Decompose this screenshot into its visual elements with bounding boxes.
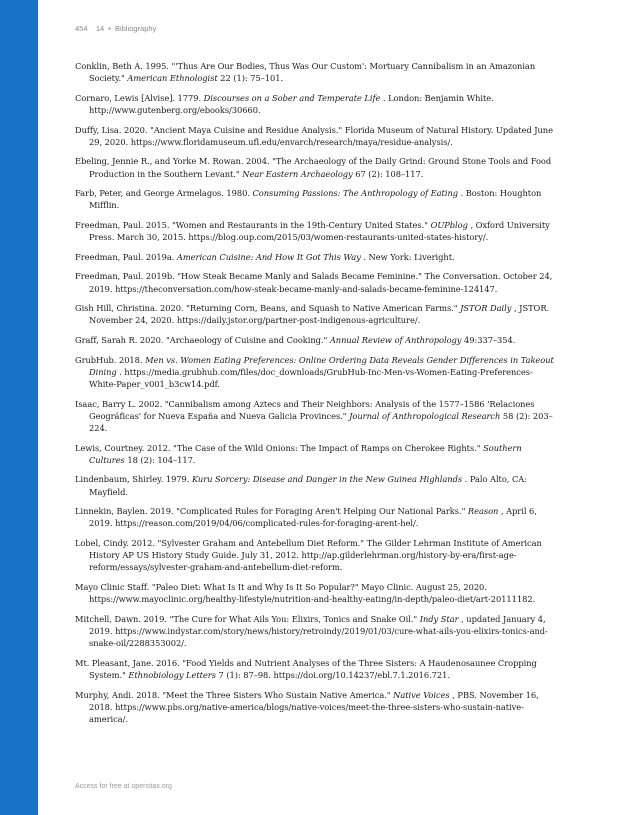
reference-details: 18 (2): 104–117.	[124, 454, 196, 465]
reference-title: Indy Star	[419, 613, 459, 624]
reference-entry	[75, 270, 555, 294]
reference-text: Linnekin, Baylen. 2019. "Complicated Rules for Foraging Aren't Helping Our National Parks."	[75, 506, 468, 517]
reference-details: , PBS. November 16, 2018. https://www.pbs.org/native-america/blogs/native-voices/meet-the-three-sisters-who-sustain-native-america/.	[89, 689, 539, 724]
reference-text: Murphy, Andi. 2018. "Meet the Three Sisters Who Sustain Native America."	[75, 689, 394, 700]
reference-entry	[75, 251, 555, 263]
reference-title: Near Eastern Archaeology	[242, 168, 353, 179]
reference-text: Freedman, Paul. 2019b. "How Steak Became Manly and Salads Became Feminine." The Conversation. October 24, 2019. https://theconversation.com/how-steak-became-manly-and-salads-became-feminine-124147.	[75, 271, 553, 294]
reference-text: Mt. Pleasant, Jane. 2016. "Food Yields and Nutrient Analyses of the Three Sisters: A Haudenosaunee Cropping System."	[75, 657, 537, 680]
reference-text: Gish Hill, Christina. 2020. "Returning Corn, Beans, and Squash to Native American Farms."	[75, 303, 461, 314]
chapter-number: 14	[95, 24, 105, 33]
reference-details: , updated January 4, 2019. https://www.indystar.com/story/news/history/retroindy/2019/01/03/cure-what-ails-you-elixirs-tonics-and-snake-oil/2288353002/.	[89, 613, 548, 649]
reference-entry	[75, 187, 555, 211]
reference-entry	[75, 92, 555, 116]
reference-title: American Ethnologist	[127, 73, 218, 84]
reference-text: Conklin, Beth A. 1995. "'Thus Are Our Bodies, Thus Was Our Custom': Mortuary Cannibalism in an Amazonian Society."	[75, 61, 536, 84]
reference-title: Ethnobiology Letters	[128, 669, 216, 680]
reference-text: GrubHub. 2018.	[75, 354, 146, 365]
reference-details: . New York: Liveright.	[360, 251, 455, 262]
reference-entry	[75, 505, 555, 529]
reference-entry	[75, 219, 555, 243]
reference-text: Lindenbaum, Shirley. 1979.	[75, 474, 192, 485]
reference-entry	[75, 334, 555, 346]
reference-details: , JSTOR. November 24, 2020. https://daily.jstor.org/partner-post-indigenous-agriculture/.	[89, 303, 550, 326]
reference-details: 7 (1): 87–98. https://doi.org/10.14237/ebl.7.1.2016.721.	[215, 669, 450, 680]
side-accent-bar	[0, 0, 38, 815]
reference-title: Consuming Passions: The Anthropology of Eating	[252, 188, 458, 199]
reference-details: . https://media.grubhub.com/files/doc_downloads/GrubHub-Inc-Men-vs-Women-Eating-Preferences-White-Paper_v001_b3cw14.pdf.	[89, 366, 533, 389]
reference-entry	[75, 537, 555, 574]
reference-text: Ebeling, Jennie R., and Yorke M. Rowan. 2004. "The Archaeology of the Daily Grind: Ground Stone Tools and Food Production in the Southern Levant."	[75, 156, 552, 179]
reference-text: Graff, Sarah R. 2020. "Archaeology of Cuisine and Cooking."	[75, 334, 330, 345]
page-number: 454	[75, 24, 88, 33]
reference-details: 49:337–354.	[461, 334, 516, 345]
reference-text: Farb, Peter, and George Armelagos. 1980.	[75, 188, 253, 199]
reference-entry	[75, 442, 555, 466]
reference-details: 22 (1): 75–101.	[217, 73, 284, 84]
reference-text: Mitchell, Dawn. 2019. "The Cure for What Ails You: Elixirs, Tonics and Snake Oil."	[75, 613, 420, 624]
reference-title: Reason	[467, 506, 499, 517]
reference-entry	[75, 60, 555, 84]
reference-entry	[75, 613, 555, 650]
reference-entry	[75, 689, 555, 726]
reference-text: Lobel, Cindy. 2012. "Sylvester Graham and Antebellum Diet Reform." The Gilder Lehrman Institute of American History AP US History Study Guide. July 31, 2012. http://ap.gilderlehrman.org/history-by-era/first-age-reform/essays/sylvester-graham-and-antebellum-diet-reform.	[75, 537, 542, 573]
reference-details: 58 (2): 203–224.	[89, 410, 553, 433]
reference-text: Duffy, Lisa. 2020. "Ancient Maya Cuisine and Residue Analysis." Florida Museum of Natural History. Updated June 29, 2020. https://www.floridamuseum.ufl.edu/envarch/research/maya/residue-analysis/.	[75, 124, 553, 147]
reference-entry	[75, 124, 555, 148]
section-title: Bibliography	[115, 24, 157, 33]
footer-link[interactable]: Access for free at openstax.org	[75, 783, 172, 790]
reference-title: Journal of Anthropological Research	[349, 410, 501, 421]
reference-title: JSTOR Daily	[460, 303, 512, 314]
reference-details: . Boston: Houghton Mifflin.	[89, 188, 542, 211]
running-header	[75, 24, 156, 33]
reference-text: Cornaro, Lewis [Alvise]. 1779.	[75, 92, 204, 103]
reference-entry	[75, 581, 555, 605]
reference-details: 67 (2): 108–117.	[352, 168, 424, 179]
reference-title: Southern Cultures	[89, 442, 522, 465]
reference-title: OUPblog	[430, 219, 468, 230]
reference-entry	[75, 398, 555, 435]
reference-title: Annual Review of Anthropology	[329, 334, 462, 345]
reference-entry	[75, 302, 555, 326]
reference-details: , Oxford University Press. March 30, 2015. https://blog.oup.com/2015/03/women-restaurants-united-states-history/.	[89, 219, 550, 243]
reference-text: Freedman, Paul. 2019a.	[75, 251, 177, 262]
reference-entry	[75, 354, 555, 391]
reference-text: Freedman, Paul. 2015. "Women and Restaurants in the 19th-Century United States."	[75, 219, 431, 230]
reference-list	[75, 60, 555, 733]
reference-text: Isaac, Barry L. 2002. "Cannibalism among Aztecs and Their Neighbors: Analysis of the 1577–1586 'Relaciones Geográficas' for Nueva España and Nueva Galicia Provinces."	[75, 398, 535, 421]
header-separator: •	[108, 24, 111, 33]
reference-entry	[75, 155, 555, 179]
reference-title: American Cuisine: And How It Got This Way	[176, 251, 361, 262]
reference-details: , April 6, 2019. https://reason.com/2019/04/06/complicated-rules-for-foraging-arent-hel/.	[89, 506, 537, 529]
reference-title: Discourses on a Sober and Temperate Life	[203, 92, 381, 103]
reference-details: . London: Benjamin White. http://www.gutenberg.org/ebooks/30660.	[89, 92, 494, 115]
reference-entry	[75, 657, 555, 681]
reference-text: Lewis, Courtney. 2012. "The Case of the Wild Onions: The Impact of Ramps on Cherokee Rights."	[75, 442, 484, 453]
reference-details: . Palo Alto, CA: Mayfield.	[89, 474, 527, 497]
reference-entry	[75, 473, 555, 497]
reference-title: Kuru Sorcery: Disease and Danger in the New Guinea Highlands	[191, 474, 463, 485]
reference-title: Native Voices	[393, 689, 450, 700]
reference-text: Mayo Clinic Staff. "Paleo Diet: What Is It and Why Is It So Popular?" Mayo Clinic. August 25, 2020. https://www.mayoclinic.org/healthy-lifestyle/nutrition-and-healthy-eating/in-depth/paleo-diet/art-20111182.	[75, 581, 536, 605]
reference-title: Men vs. Women Eating Preferences: Online Ordering Data Reveals Gender Differences in Takeout Dining	[89, 354, 554, 377]
